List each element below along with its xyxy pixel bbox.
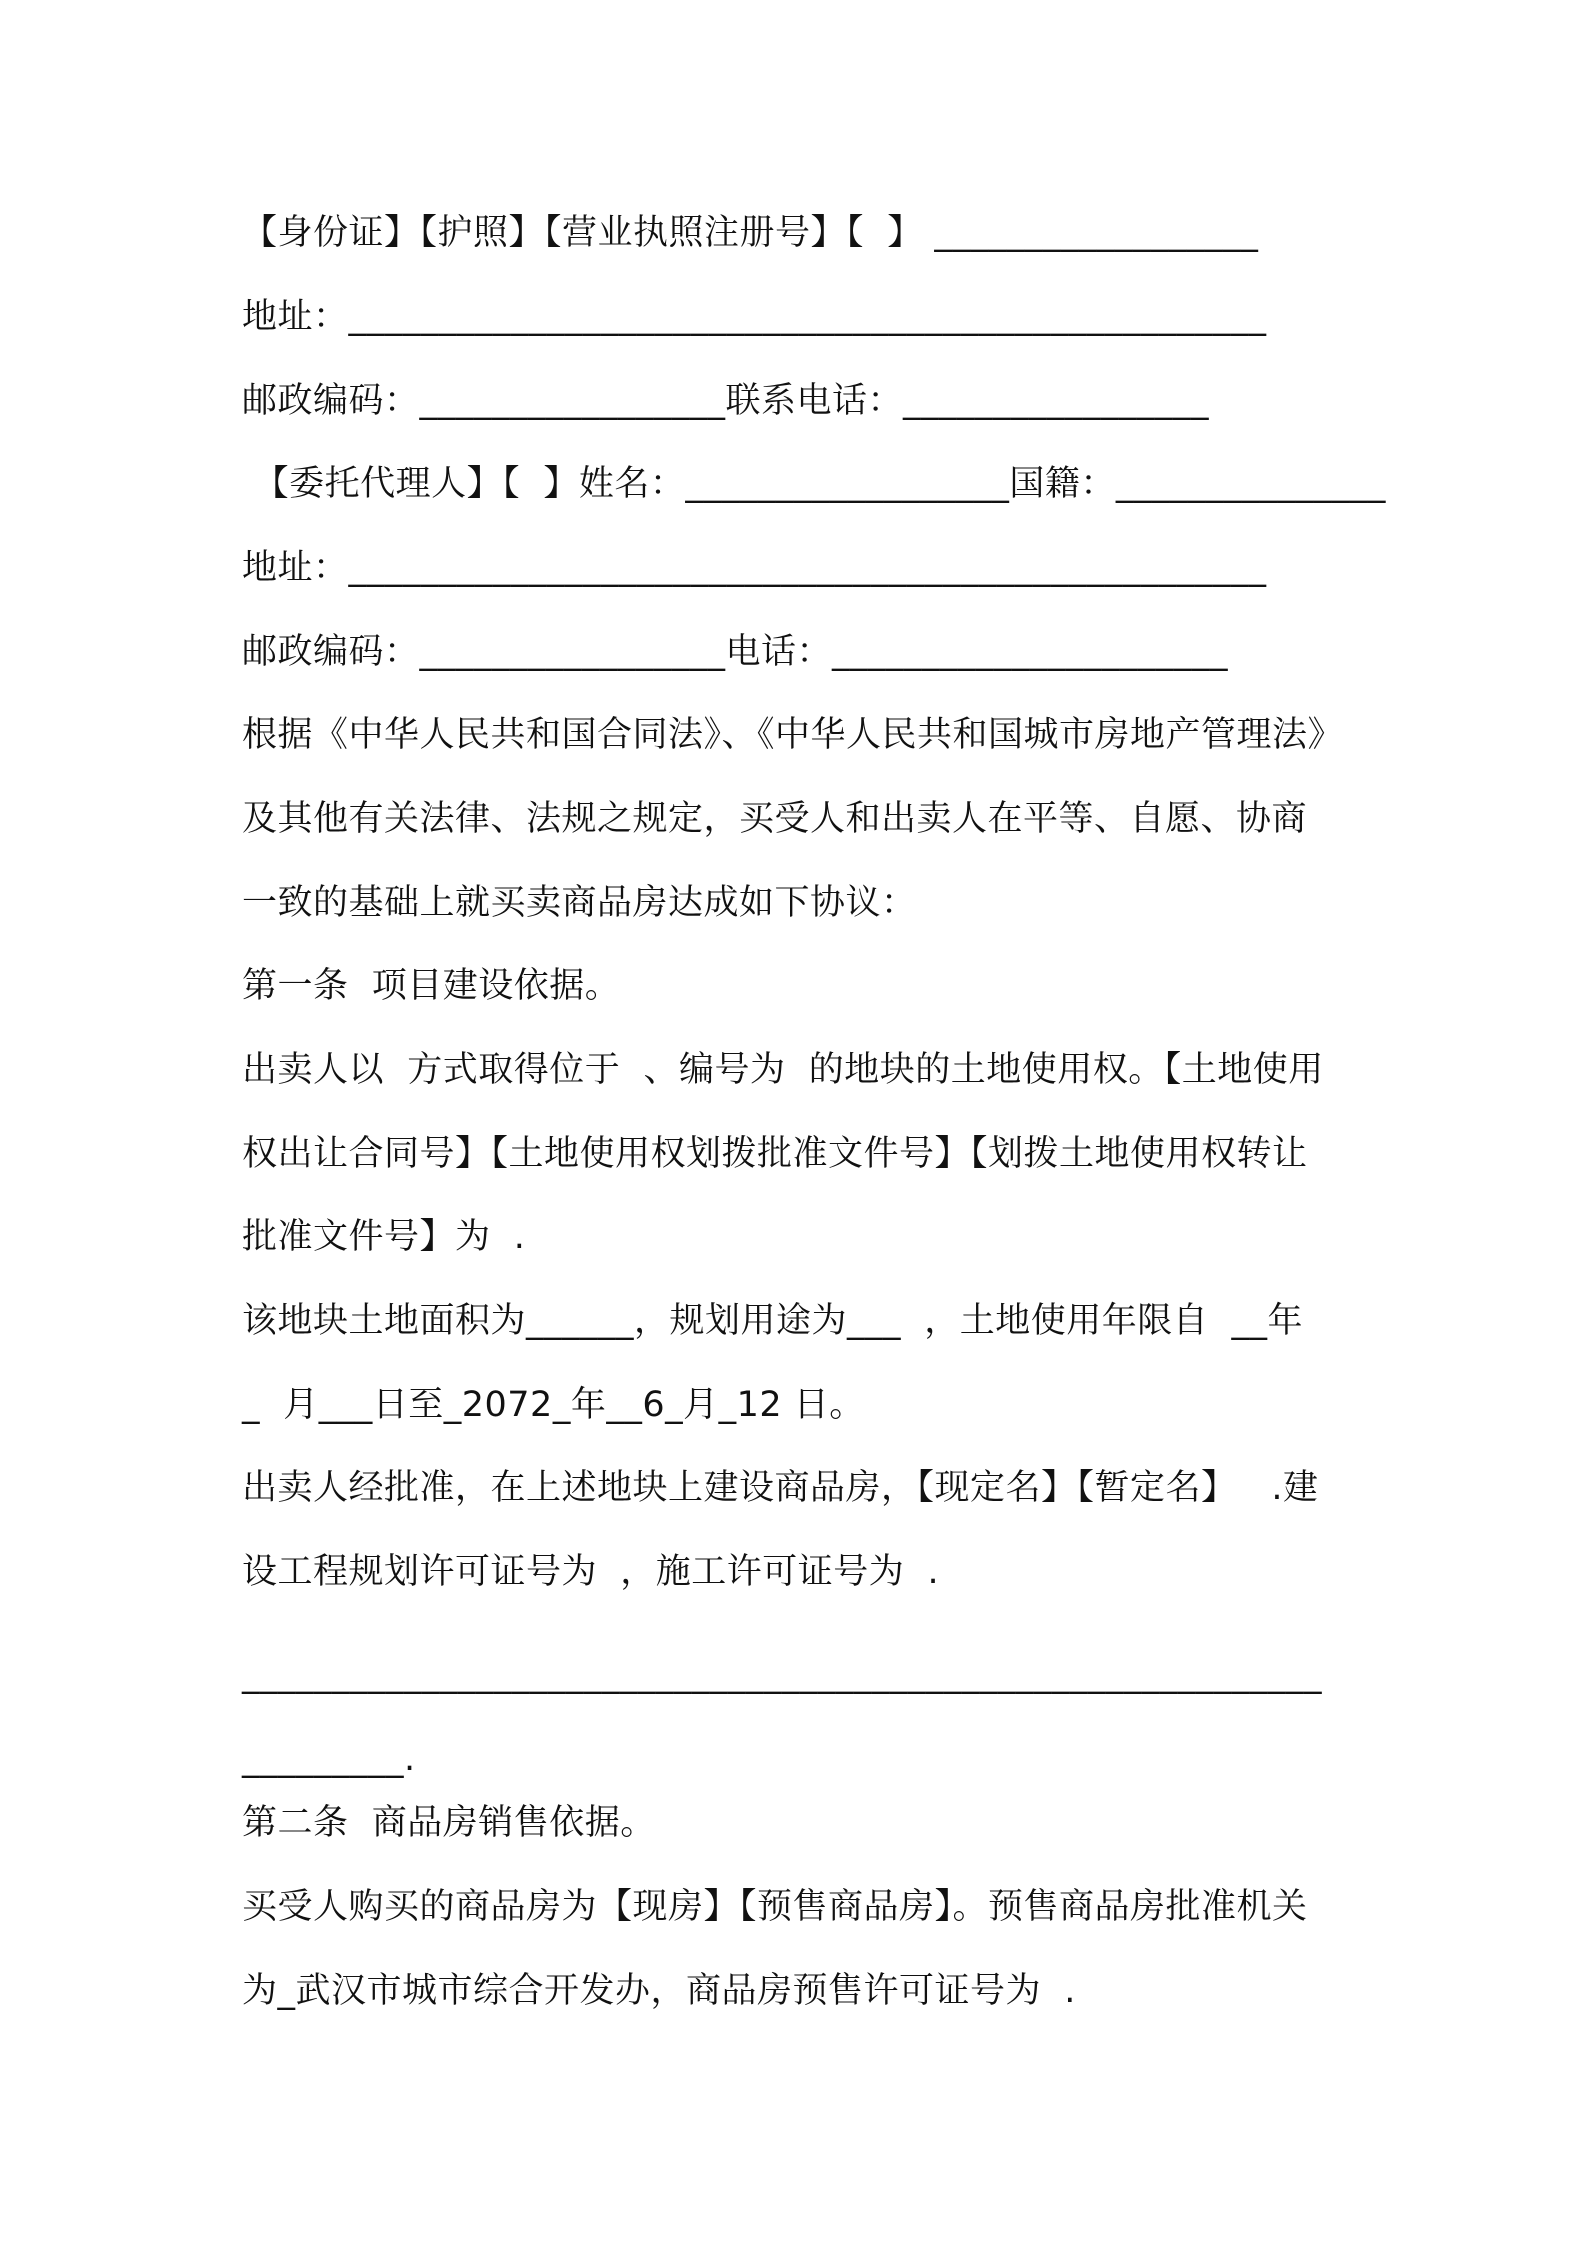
approval-line-2: 设工程规划许可证号为 ，施工许可证号为 . xyxy=(242,1552,940,1592)
id-type-line: 【身份证】【护照】【营业执照注册号】【 】 __________________ xyxy=(242,213,1259,253)
blank-line-1: ____________________________________________________________ xyxy=(242,1655,1322,1695)
article-2-line-1: 买受人购买的商品房为【现房】【预售商品房】。预售商品房批准机关 xyxy=(242,1887,1308,1927)
article-1-line-3: 批准文件号】为 . xyxy=(242,1217,526,1257)
blank-line-2: _________. xyxy=(242,1739,416,1779)
postal-phone-line: 邮政编码：_________________联系电话：_________________ xyxy=(242,381,1210,421)
preamble-line-2: 及其他有关法律、法规之规定，买受人和出卖人在平等、自愿、协商 xyxy=(242,799,1308,839)
article-1-line-2: 权出让合同号】【土地使用权划拨批准文件号】【划拨土地使用权转让 xyxy=(242,1134,1308,1174)
agent-line: 【委托代理人】【 】姓名：__________________国籍：_______________ xyxy=(242,464,1386,504)
preamble-line-3: 一致的基础上就买卖商品房达成如下协议： xyxy=(242,883,917,923)
article-1-heading: 第一条 项目建设依据。 xyxy=(242,966,621,1006)
article-2-line-2: 为_武汉市城市综合开发办，商品房预售许可证号为 . xyxy=(242,1971,1076,2011)
land-area-line-2: _ 月___日至_2072_年__6_月_12 日。 xyxy=(242,1385,865,1425)
approval-line-1: 出卖人经批准，在上述地块上建设商品房，【现定名】【暂定名】 .建 xyxy=(242,1468,1319,1508)
agent-address-line: 地址：___________________________________________________ xyxy=(242,548,1267,588)
address-line: 地址：___________________________________________________ xyxy=(242,297,1267,337)
preamble-line-1: 根据《中华人民共和国合同法》、《中华人民共和国城市房地产管理法》 xyxy=(242,715,1344,755)
agent-postal-phone-line: 邮政编码：_________________电话：______________________ xyxy=(242,632,1229,672)
article-1-line-1: 出卖人以 方式取得位于 、编号为 的地块的土地使用权。【土地使用 xyxy=(242,1050,1324,1090)
land-area-line-1: 该地块土地面积为______，规划用途为___ ，土地使用年限自 __年 xyxy=(242,1301,1304,1341)
article-2-heading: 第二条 商品房销售依据。 xyxy=(242,1803,656,1843)
